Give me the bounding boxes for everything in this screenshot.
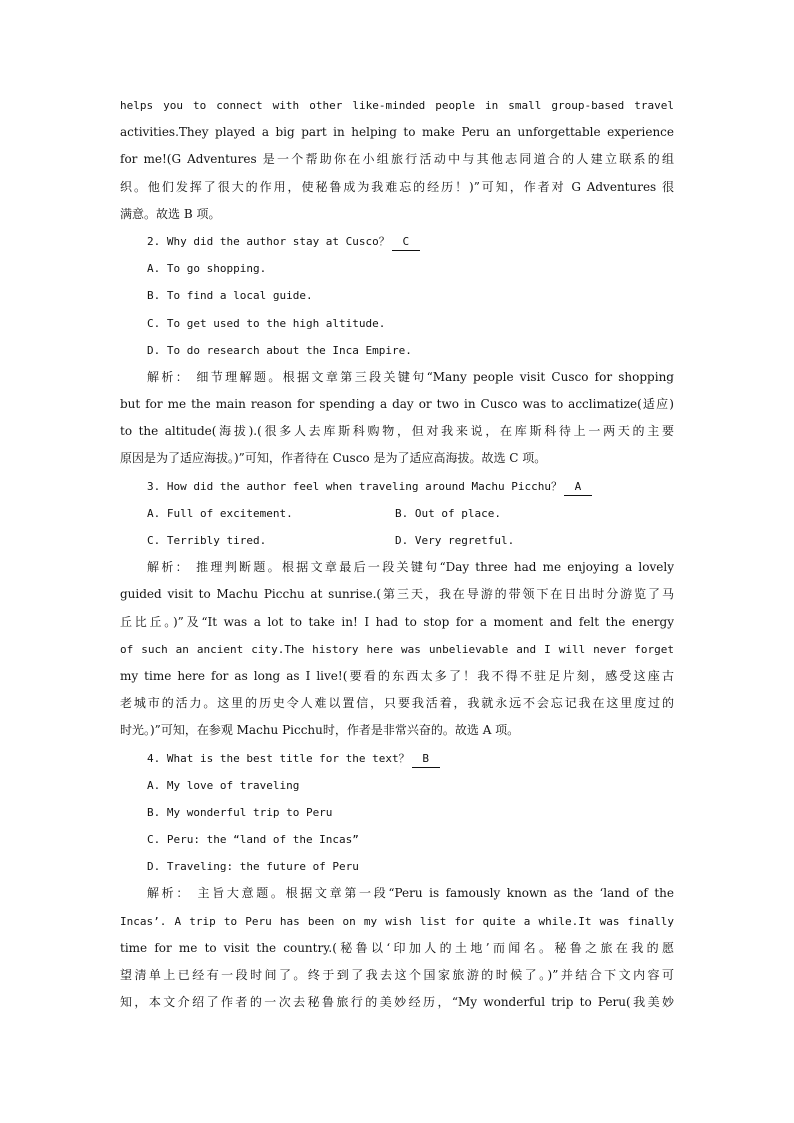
text-line: 知，本文介绍了作者的一次去秘鲁旅行的美妙经历，“My wonderful trip to Peru(我美妙 bbox=[120, 995, 674, 1010]
text-line: 时光。)”可知，在参观 Machu Picchu时，作者是非常兴奋的。故选 A 项。 bbox=[120, 723, 520, 738]
question-4 bbox=[120, 745, 674, 881]
text-line: helps you to connect with other like-minded people in small group-based travel bbox=[120, 99, 674, 112]
text-line: for me!(G Adventures 是一个帮助你在小组旅行活动中与其他志同道合的人建立联系的组 bbox=[120, 152, 674, 167]
question-stem bbox=[120, 473, 674, 500]
question-text: 2. Why did the author stay at Cusco？ bbox=[147, 234, 390, 248]
option-a: A. My love of traveling bbox=[147, 778, 300, 792]
text-line: but for me the main reason for spending a day or two in Cusco was to acclimatize(适应) bbox=[120, 397, 674, 412]
text-line: Incas’. A trip to Peru has been on my wish list for quite a while.It was finally bbox=[120, 914, 674, 928]
text-line: guided visit to Machu Picchu at sunrise.(第三天，我在导游的带领下在日出时分游览了马 bbox=[120, 587, 674, 602]
text-line: time for me to visit the country.(秘鲁以‘印加人的土地’而闻名。秘鲁之旅在我的愿 bbox=[120, 940, 674, 955]
text-line: 丘比丘。)”及“It was a lot to take in! I had to stop for a moment and felt the energy bbox=[120, 614, 674, 629]
text-line: of such an ancient city.The history here was unbelievable and I will never forget bbox=[120, 642, 674, 656]
option-d: D. Traveling: the future of Peru bbox=[147, 860, 359, 874]
paragraph-explanation-2 bbox=[120, 364, 674, 473]
option-b: B. My wonderful trip to Peru bbox=[147, 805, 333, 819]
paragraph-explanation-4 bbox=[120, 880, 674, 1016]
text-line: my time here for as long as I live!(要看的东西太多了！我不得不驻足片刻，感受这座古 bbox=[120, 668, 674, 683]
question-text: 4. What is the best title for the text？ bbox=[147, 751, 410, 765]
question-stem bbox=[120, 228, 674, 255]
option-a: A. Full of excitement. bbox=[147, 506, 293, 520]
question-text: 3. How did the author feel when traveling around Machu Picchu？ bbox=[147, 479, 562, 493]
text-line: 老城市的活力。这里的历史令人难以置信，只要我活着，我就永远不会忘记我在这里度过的 bbox=[120, 696, 674, 711]
option-c: C. Terribly tired. bbox=[147, 534, 267, 547]
option-d: D. To do research about the Inca Empire. bbox=[147, 343, 412, 357]
text-line: activities.They played a big part in helping to make Peru an unforgettable experience bbox=[120, 125, 674, 140]
text-line: 解析： 细节理解题。根据文章第三段关键句“Many people visit Cusco for shopping bbox=[147, 369, 674, 384]
question-stem bbox=[120, 745, 674, 772]
answer-blank: A bbox=[564, 479, 592, 496]
answer-blank: B bbox=[412, 751, 440, 768]
option-c: C. Peru: the “land of the Incas” bbox=[147, 833, 359, 847]
options-row bbox=[120, 527, 674, 554]
text-line: 望清单上已经有一段时间了。终于到了我去这个国家旅游的时候了。)”并结合下文内容可 bbox=[120, 968, 674, 982]
paragraph-explanation-3 bbox=[120, 554, 674, 744]
paragraph-explanation-1 bbox=[120, 92, 674, 228]
option-b: B. Out of place. bbox=[395, 506, 501, 520]
text-line: 原因是为了适应海拔。)”可知，作者待在 Cusco 是为了适应高海拔。故选 C 项。 bbox=[120, 451, 547, 466]
text-line: 满意。故选 B 项。 bbox=[120, 206, 221, 221]
option-d: D. Very regretful. bbox=[395, 534, 515, 547]
text-line: 织。他们发挥了很大的作用，使秘鲁成为我难忘的经历！)”可知，作者对 G Adventures 很 bbox=[120, 179, 674, 194]
options-row bbox=[120, 500, 674, 527]
text-line: to the altitude(海拔).(很多人去库斯科购物，但对我来说，在库斯科待上一两天的主要 bbox=[120, 424, 674, 439]
option-c: C. To get used to the high altitude. bbox=[147, 316, 386, 330]
question-3 bbox=[120, 473, 674, 555]
text-line: 解析： 主旨大意题。根据文章第一段“Peru is famously known as the ‘land of the bbox=[147, 886, 674, 901]
text-line: 解析： 推理判断题。根据文章最后一段关键句“Day three had me enjoying a lovely bbox=[147, 560, 674, 575]
option-b: B. To find a local guide. bbox=[147, 289, 313, 303]
option-a: A. To go shopping. bbox=[147, 262, 267, 276]
answer-blank: C bbox=[392, 234, 420, 251]
question-2 bbox=[120, 228, 674, 364]
